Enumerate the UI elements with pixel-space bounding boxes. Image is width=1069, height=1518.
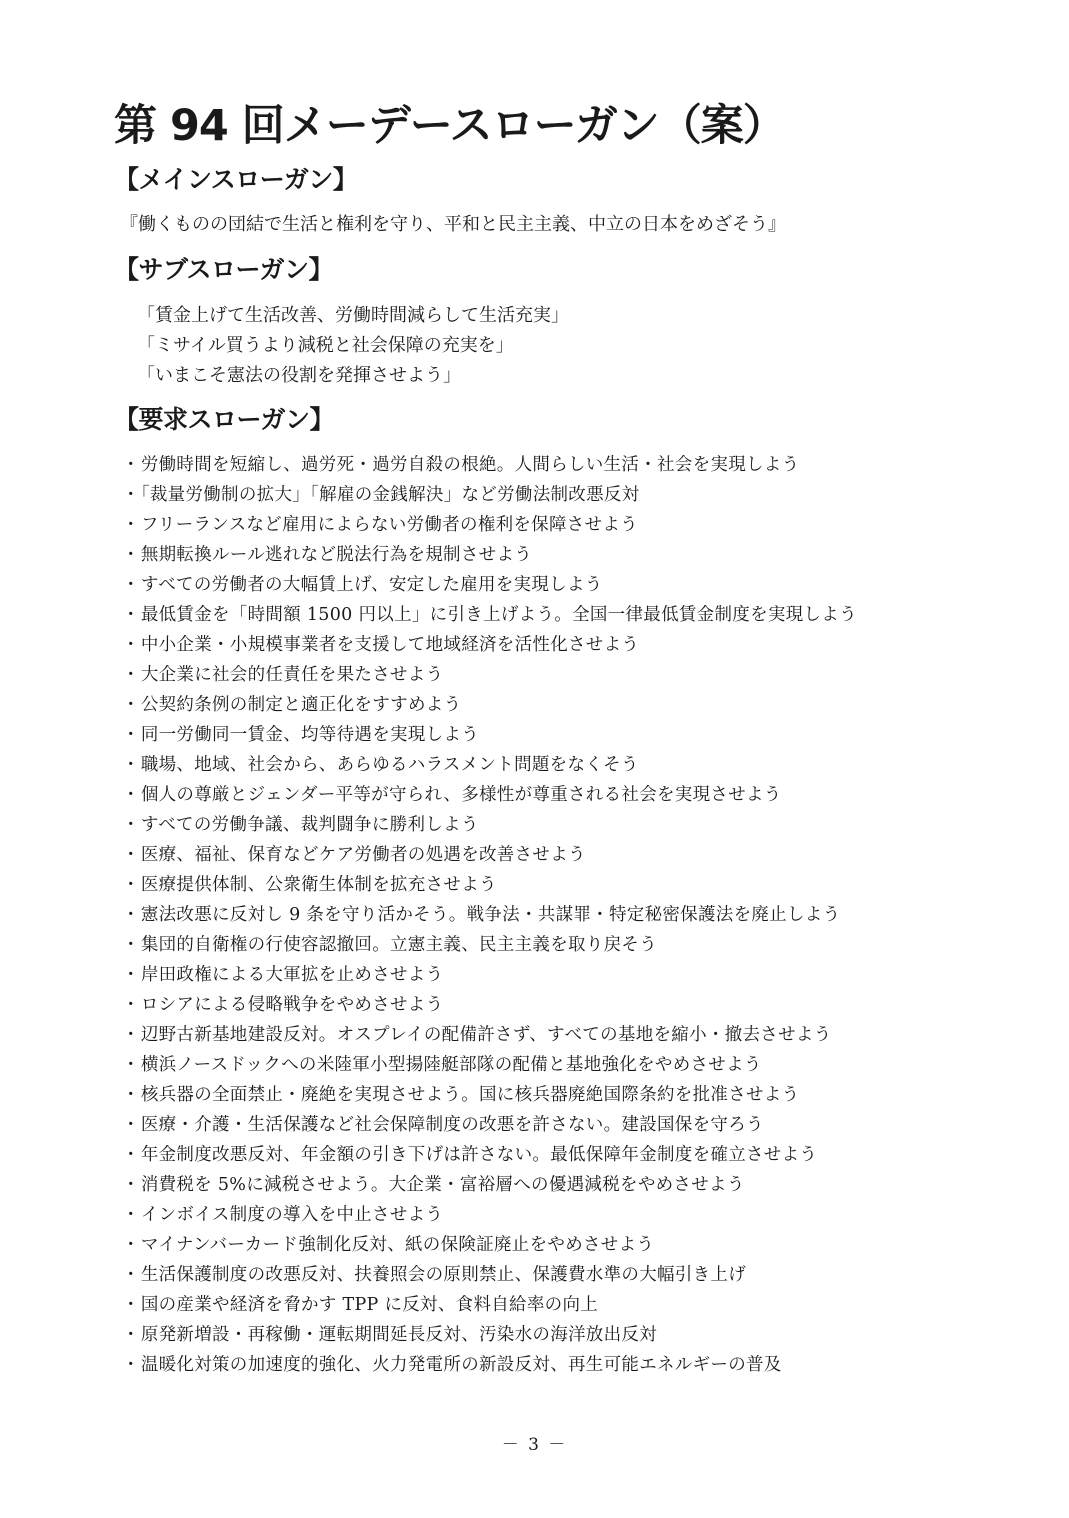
bullet-marker: ・ xyxy=(122,755,140,775)
bullet-marker: ・ xyxy=(122,665,140,685)
request-slogan-item xyxy=(122,1110,857,1140)
request-slogan-item xyxy=(122,750,857,780)
request-slogan-item xyxy=(122,870,857,900)
request-slogan-item xyxy=(122,540,857,570)
request-slogan-text: 医療、福祉、保育などケア労働者の処遇を改善させよう xyxy=(140,845,586,865)
request-slogan-item xyxy=(122,1230,857,1260)
bullet-marker: ・ xyxy=(122,1205,140,1225)
bullet-marker: ・ xyxy=(122,1145,140,1165)
bullet-marker: ・ xyxy=(122,515,140,535)
request-slogan-text: すべての労働争議、裁判闘争に勝利しよう xyxy=(140,815,479,835)
request-slogan-item xyxy=(122,1050,857,1080)
sub-slogan-heading: 【サブスローガン】 xyxy=(114,255,334,284)
request-slogan-item xyxy=(122,960,857,990)
request-slogan-item xyxy=(122,1320,857,1350)
request-slogan-text: 岸田政権による大軍拡を止めさせよう xyxy=(140,965,444,985)
request-slogan-item xyxy=(122,1260,857,1290)
sub-slogan-list xyxy=(137,301,569,391)
request-slogan-item xyxy=(122,720,857,750)
request-slogan-item xyxy=(122,930,857,960)
bullet-marker: ・ xyxy=(122,1235,140,1255)
request-slogan-text: 労働時間を短縮し、過労死・過労自殺の根絶。人間らしい生活・社会を実現しよう xyxy=(140,455,800,475)
request-slogan-text: 辺野古新基地建設反対。オスプレイの配備許さず、すべての基地を縮小・撤去させよう xyxy=(140,1025,832,1045)
bullet-marker: ・ xyxy=(122,1355,140,1375)
request-slogan-text: 核兵器の全面禁止・廃絶を実現させよう。国に核兵器廃絶国際条約を批准させよう xyxy=(140,1085,800,1105)
request-slogan-text: 同一労働同一賃金、均等待遇を実現しよう xyxy=(140,725,480,745)
request-slogan-item xyxy=(122,660,857,690)
request-slogan-text: 最低賃金を「時間額 1500 円以上」に引き上げよう。全国一律最低賃金制度を実現しよう xyxy=(140,605,857,625)
request-slogan-item xyxy=(122,450,857,480)
bullet-marker: ・ xyxy=(122,1055,140,1075)
request-slogan-item xyxy=(122,990,857,1020)
bullet-marker: ・ xyxy=(122,905,140,925)
request-slogan-item xyxy=(122,1080,857,1110)
bullet-marker: ・ xyxy=(122,455,140,475)
main-slogan-heading: 【メインスローガン】 xyxy=(114,165,358,194)
request-slogan-text: 消費税を 5%に減税させよう。大企業・富裕層への優遇減税をやめさせよう xyxy=(140,1175,745,1195)
request-slogan-item xyxy=(122,480,857,510)
request-slogan-text: 生活保護制度の改悪反対、扶養照会の原則禁止、保護費水準の大幅引き上げ xyxy=(140,1265,747,1285)
request-slogan-text: フリーランスなど雇用によらない労働者の権利を保障させよう xyxy=(140,515,638,535)
request-slogan-item xyxy=(122,840,857,870)
page-number: － 3 － xyxy=(501,1435,568,1455)
bullet-marker: ・ xyxy=(122,545,140,565)
request-slogan-text: 医療提供体制、公衆衛生体制を拡充させよう xyxy=(140,875,497,895)
request-slogan-text: 温暖化対策の加速度的強化、火力発電所の新設反対、再生可能エネルギーの普及 xyxy=(140,1355,782,1375)
bullet-marker: ・ xyxy=(122,845,140,865)
bullet-marker: ・ xyxy=(122,1115,140,1135)
bullet-marker: ・ xyxy=(122,815,140,835)
request-slogan-item xyxy=(122,630,857,660)
bullet-marker: ・ xyxy=(122,1025,140,1045)
request-slogan-item xyxy=(122,570,857,600)
request-slogan-item xyxy=(122,1170,857,1200)
request-slogan-text: 原発新増設・再稼働・運転期間延長反対、汚染水の海洋放出反対 xyxy=(140,1325,658,1345)
bullet-marker: ・ xyxy=(122,1295,140,1315)
request-slogan-text: 中小企業・小規模事業者を支援して地域経済を活性化させよう xyxy=(140,635,640,655)
bullet-marker: ・ xyxy=(122,725,140,745)
bullet-marker: ・ xyxy=(122,1265,140,1285)
bullet-marker: ・ xyxy=(122,965,140,985)
request-slogan-text: 憲法改悪に反対し 9 条を守り活かそう。戦争法・共謀罪・特定秘密保護法を廃止しよう xyxy=(140,905,841,925)
request-slogan-text: すべての労働者の大幅賃上げ、安定した雇用を実現しよう xyxy=(140,575,603,595)
bullet-marker: ・ xyxy=(122,575,140,595)
request-slogan-item xyxy=(122,1140,857,1170)
bullet-marker: ・ xyxy=(122,785,140,805)
request-slogan-item xyxy=(122,1020,857,1050)
request-slogan-text: 大企業に社会的任責任を果たさせよう xyxy=(140,665,444,685)
request-slogan-list xyxy=(122,450,857,1380)
request-slogan-text: 無期転換ルール逃れなど脱法行為を規制させよう xyxy=(140,545,533,565)
main-slogan-text: 『働くものの団結で生活と権利を守り、平和と民主主義、中立の日本をめざそう』 xyxy=(120,214,786,235)
request-slogan-item xyxy=(122,1290,857,1320)
request-slogan-text: 医療・介護・生活保護など社会保障制度の改悪を許さない。建設国保を守ろう xyxy=(140,1115,764,1135)
bullet-marker: ・ xyxy=(122,605,140,625)
bullet-marker: ・ xyxy=(122,485,140,505)
request-slogan-item xyxy=(122,1200,857,1230)
bullet-marker: ・ xyxy=(122,635,140,655)
sub-slogan-item: 「ミサイル買うより減税と社会保障の充実を」 xyxy=(137,335,514,356)
request-slogan-item xyxy=(122,780,857,810)
request-slogan-item xyxy=(122,810,857,840)
bullet-marker: ・ xyxy=(122,1175,140,1195)
request-slogan-text: インボイス制度の導入を中止させよう xyxy=(140,1205,444,1225)
request-slogan-text: 年金制度改悪反対、年金額の引き下げは許さない。最低保障年金制度を確立させよう xyxy=(140,1145,818,1165)
bullet-marker: ・ xyxy=(122,1085,140,1105)
bullet-marker: ・ xyxy=(122,995,140,1015)
request-slogan-text: 職場、地域、社会から、あらゆるハラスメント問題をなくそう xyxy=(140,755,639,775)
request-slogan-text: 集団的自衛権の行使容認撤回。立憲主義、民主主義を取り戻そう xyxy=(140,935,658,955)
bullet-marker: ・ xyxy=(122,1325,140,1345)
request-slogan-item xyxy=(122,600,857,630)
request-slogan-item xyxy=(122,690,857,720)
request-slogan-text: 国の産業や経済を脅かす TPP に反対、食料自給率の向上 xyxy=(140,1295,599,1315)
request-slogan-text: 「裁量労働制の拡大」「解雇の金銭解決」など労働法制改悪反対 xyxy=(140,485,640,505)
request-slogan-text: 公契約条例の制定と適正化をすすめよう xyxy=(140,695,462,715)
request-slogan-heading: 【要求スローガン】 xyxy=(114,405,335,434)
request-slogan-text: マイナンバーカード強制化反対、紙の保険証廃止をやめさせよう xyxy=(140,1235,655,1255)
request-slogan-text: 横浜ノースドックへの米陸軍小型揚陸艇部隊の配備と基地強化をやめさせよう xyxy=(140,1055,762,1075)
sub-slogan-item: 「賃金上げて生活改善、労働時間減らして生活充実」 xyxy=(137,305,569,326)
bullet-marker: ・ xyxy=(122,935,140,955)
sub-slogan-item: 「いまこそ憲法の役割を発揮させよう」 xyxy=(137,365,461,386)
request-slogan-item xyxy=(122,1350,857,1380)
page-title: 第 94 回メーデースローガン（案） xyxy=(114,101,785,151)
request-slogan-text: ロシアによる侵略戦争をやめさせよう xyxy=(140,995,444,1015)
bullet-marker: ・ xyxy=(122,695,140,715)
request-slogan-item xyxy=(122,510,857,540)
bullet-marker: ・ xyxy=(122,875,140,895)
request-slogan-item xyxy=(122,900,857,930)
request-slogan-text: 個人の尊厳とジェンダー平等が守られ、多様性が尊重される社会を実現させよう xyxy=(140,785,782,805)
